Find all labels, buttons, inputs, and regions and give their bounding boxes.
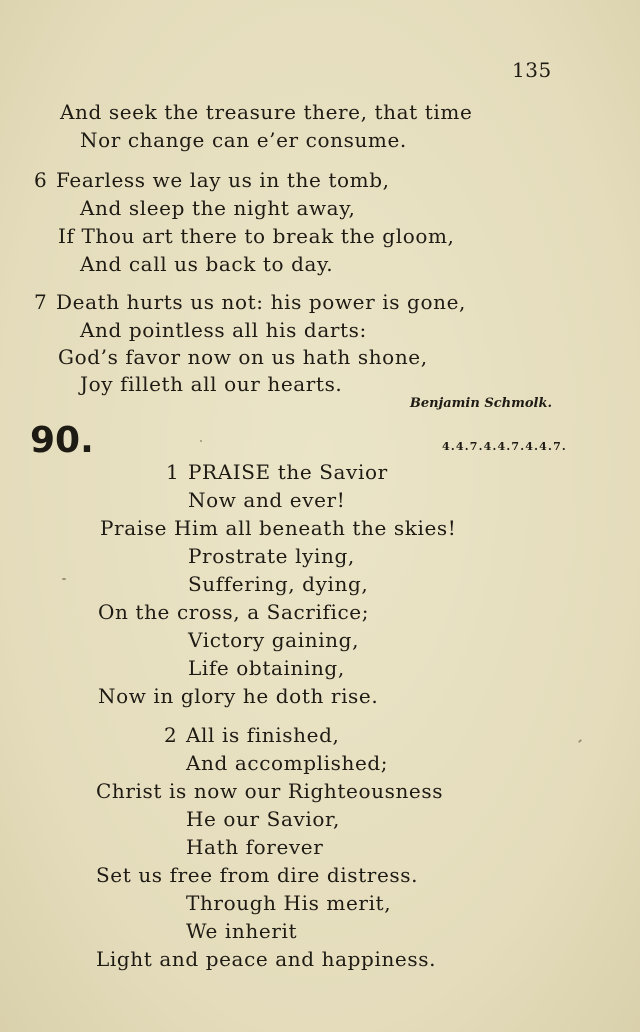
verse-line: Suffering, dying, — [188, 572, 369, 596]
verse-number: 2 — [164, 723, 178, 747]
verse-line: Now in glory he doth rise. — [98, 684, 379, 708]
verse-line: And pointless all his darts: — [80, 318, 367, 342]
verse-line: Now and ever! — [188, 488, 346, 512]
page-number: 135 — [512, 58, 552, 82]
verse-line: On the cross, a Sacrifice; — [98, 600, 370, 624]
verse-line: And accomplished; — [186, 751, 389, 775]
verse-number: 6 — [34, 168, 48, 192]
verse-2-first-line — [164, 723, 339, 747]
verse-line: Christ is now our Righteousness — [96, 779, 444, 803]
verse-line: Praise Him all beneath the skies! — [100, 516, 457, 540]
verse-line: And call us back to day. — [80, 252, 334, 276]
verse-line: Hath forever — [186, 835, 324, 859]
verse-line: Fearless we lay us in the tomb, — [56, 168, 390, 192]
verse-line: Death hurts us not: his power is gone, — [56, 290, 466, 314]
hymn-number: 90. — [30, 420, 94, 461]
verse-7-first-line — [34, 290, 466, 314]
verse-line: Life obtaining, — [188, 656, 345, 680]
paper-speck — [62, 578, 66, 580]
verse-number: 1 — [166, 460, 180, 484]
verse-line: Through His merit, — [186, 891, 392, 915]
verse-line: We inherit — [186, 919, 298, 943]
hymn-meter: 4.4.7.4.4.7.4.4.7. — [442, 440, 567, 453]
verse-6-first-line — [34, 168, 390, 192]
verse-number: 7 — [34, 290, 48, 314]
verse-line: Nor change can e’er consume. — [80, 128, 407, 152]
paper-speck — [578, 739, 582, 743]
verse-line: Victory gaining, — [188, 628, 360, 652]
verse-line: Joy filleth all our hearts. — [80, 372, 343, 396]
verse-1-first-line — [166, 460, 388, 484]
verse-line: PRAISE the Savior — [188, 460, 388, 484]
verse-line: And seek the treasure there, that time — [60, 100, 473, 124]
verse-line: Light and peace and happiness. — [96, 947, 437, 971]
verse-line: And sleep the night away, — [80, 196, 356, 220]
verse-line: All is finished, — [186, 723, 340, 747]
verse-line: Set us free from dire distress. — [96, 863, 419, 887]
verse-line: Prostrate lying, — [188, 544, 355, 568]
verse-line: He our Savior, — [186, 807, 340, 831]
author-attribution: Benjamin Schmolk. — [409, 396, 552, 411]
verse-line: If Thou art there to break the gloom, — [58, 224, 455, 248]
paper-speck — [200, 440, 202, 442]
verse-line: God’s favor now on us hath shone, — [58, 345, 428, 369]
